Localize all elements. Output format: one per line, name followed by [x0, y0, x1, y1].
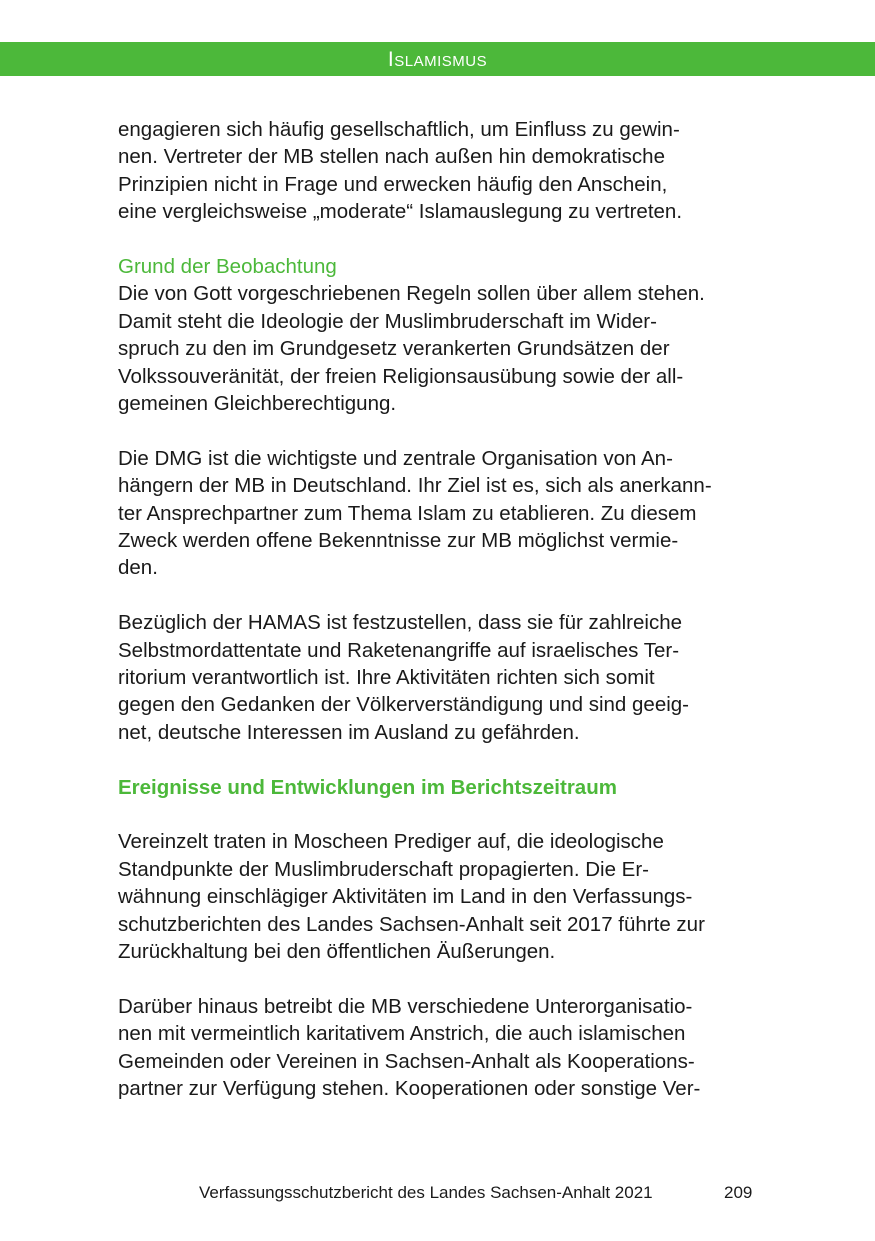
text-line: ter Ansprechpartner zum Thema Islam zu etablieren. Zu diesem	[118, 501, 697, 525]
text-line: hängern der MB in Deutschland. Ihr Ziel ist es, sich als anerkann-	[118, 474, 712, 498]
page-section-title: Islamismus	[387, 48, 488, 71]
text-line: Zurückhaltung bei den öffentlichen Äußerungen.	[118, 940, 556, 964]
paragraph-6	[118, 993, 758, 1103]
footer-report-title: Verfassungsschutzbericht des Landes Sachsen-Anhalt 2021	[199, 1183, 653, 1202]
text-line: eine vergleichsweise „moderate“ Islamauslegung zu vertreten.	[118, 200, 683, 224]
text-line: nen. Vertreter der MB stellen nach außen hin demokratische	[118, 145, 665, 169]
text-line: Darüber hinaus betreibt die MB verschiedene Unterorganisatio-	[118, 994, 693, 1018]
text-line: Gemeinden oder Vereinen in Sachsen-Anhalt als Kooperations-	[118, 1049, 695, 1073]
subheading-grund-der-beobachtung: Grund der Beobachtung	[118, 255, 337, 279]
page-number: 209	[724, 1183, 753, 1202]
text-line: Selbstmordattentate und Raketenangriffe auf israelisches Ter-	[118, 638, 680, 662]
text-line: nen mit vermeintlich karitativem Anstrich, die auch islamischen	[118, 1022, 686, 1046]
text-line: Die DMG ist die wichtigste und zentrale Organisation von An-	[118, 446, 673, 470]
text-line: engagieren sich häufig gesellschaftlich, um Einfluss zu gewin-	[118, 118, 680, 141]
text-line: net, deutsche Interessen im Ausland zu gefährden.	[118, 720, 580, 744]
page-content	[118, 116, 758, 1130]
section-heading-ereignisse: Ereignisse und Entwicklungen im Berichtszeitraum	[118, 775, 617, 799]
text-line: gegen den Gedanken der Völkerverständigung und sind geeig-	[118, 693, 689, 717]
text-line: Bezüglich der HAMAS ist festzustellen, dass sie für zahlreiche	[118, 611, 683, 635]
text-line: ritorium verantwortlich ist. Ihre Aktivitäten richten sich somit	[118, 666, 655, 690]
header-bar	[0, 42, 875, 76]
text-line: Vereinzelt traten in Moscheen Prediger auf, die ideologische	[118, 830, 664, 854]
paragraph-4	[118, 609, 758, 746]
text-line: Prinzipien nicht in Frage und erwecken häufig den Anschein,	[118, 172, 668, 196]
text-line: partner zur Verfügung stehen. Kooperationen oder sonstige Ver-	[118, 1077, 701, 1101]
paragraph-1	[118, 116, 758, 226]
page-footer	[0, 1182, 875, 1206]
text-line: wähnung einschlägiger Aktivitäten im Land in den Verfassungs-	[118, 885, 693, 909]
text-line: Zweck werden offene Bekenntnisse zur MB möglichst vermie-	[118, 529, 679, 553]
text-line: Volkssouveränität, der freien Religionsausübung sowie der all-	[118, 364, 684, 388]
text-line: gemeinen Gleichberechtigung.	[118, 392, 397, 416]
text-line: den.	[118, 556, 158, 580]
paragraph-5	[118, 828, 758, 965]
text-line: spruch zu den im Grundgesetz verankerten Grundsätzen der	[118, 337, 670, 361]
text-line: Die von Gott vorgeschriebenen Regeln sollen über allem stehen.	[118, 282, 705, 306]
paragraph-3	[118, 445, 758, 582]
paragraph-2	[118, 253, 758, 417]
text-line: Damit steht die Ideologie der Muslimbruderschaft im Wider-	[118, 309, 657, 333]
text-line: Standpunkte der Muslimbruderschaft propagierten. Die Er-	[118, 857, 649, 881]
text-line: schutzberichten des Landes Sachsen-Anhalt seit 2017 führte zur	[118, 912, 705, 936]
